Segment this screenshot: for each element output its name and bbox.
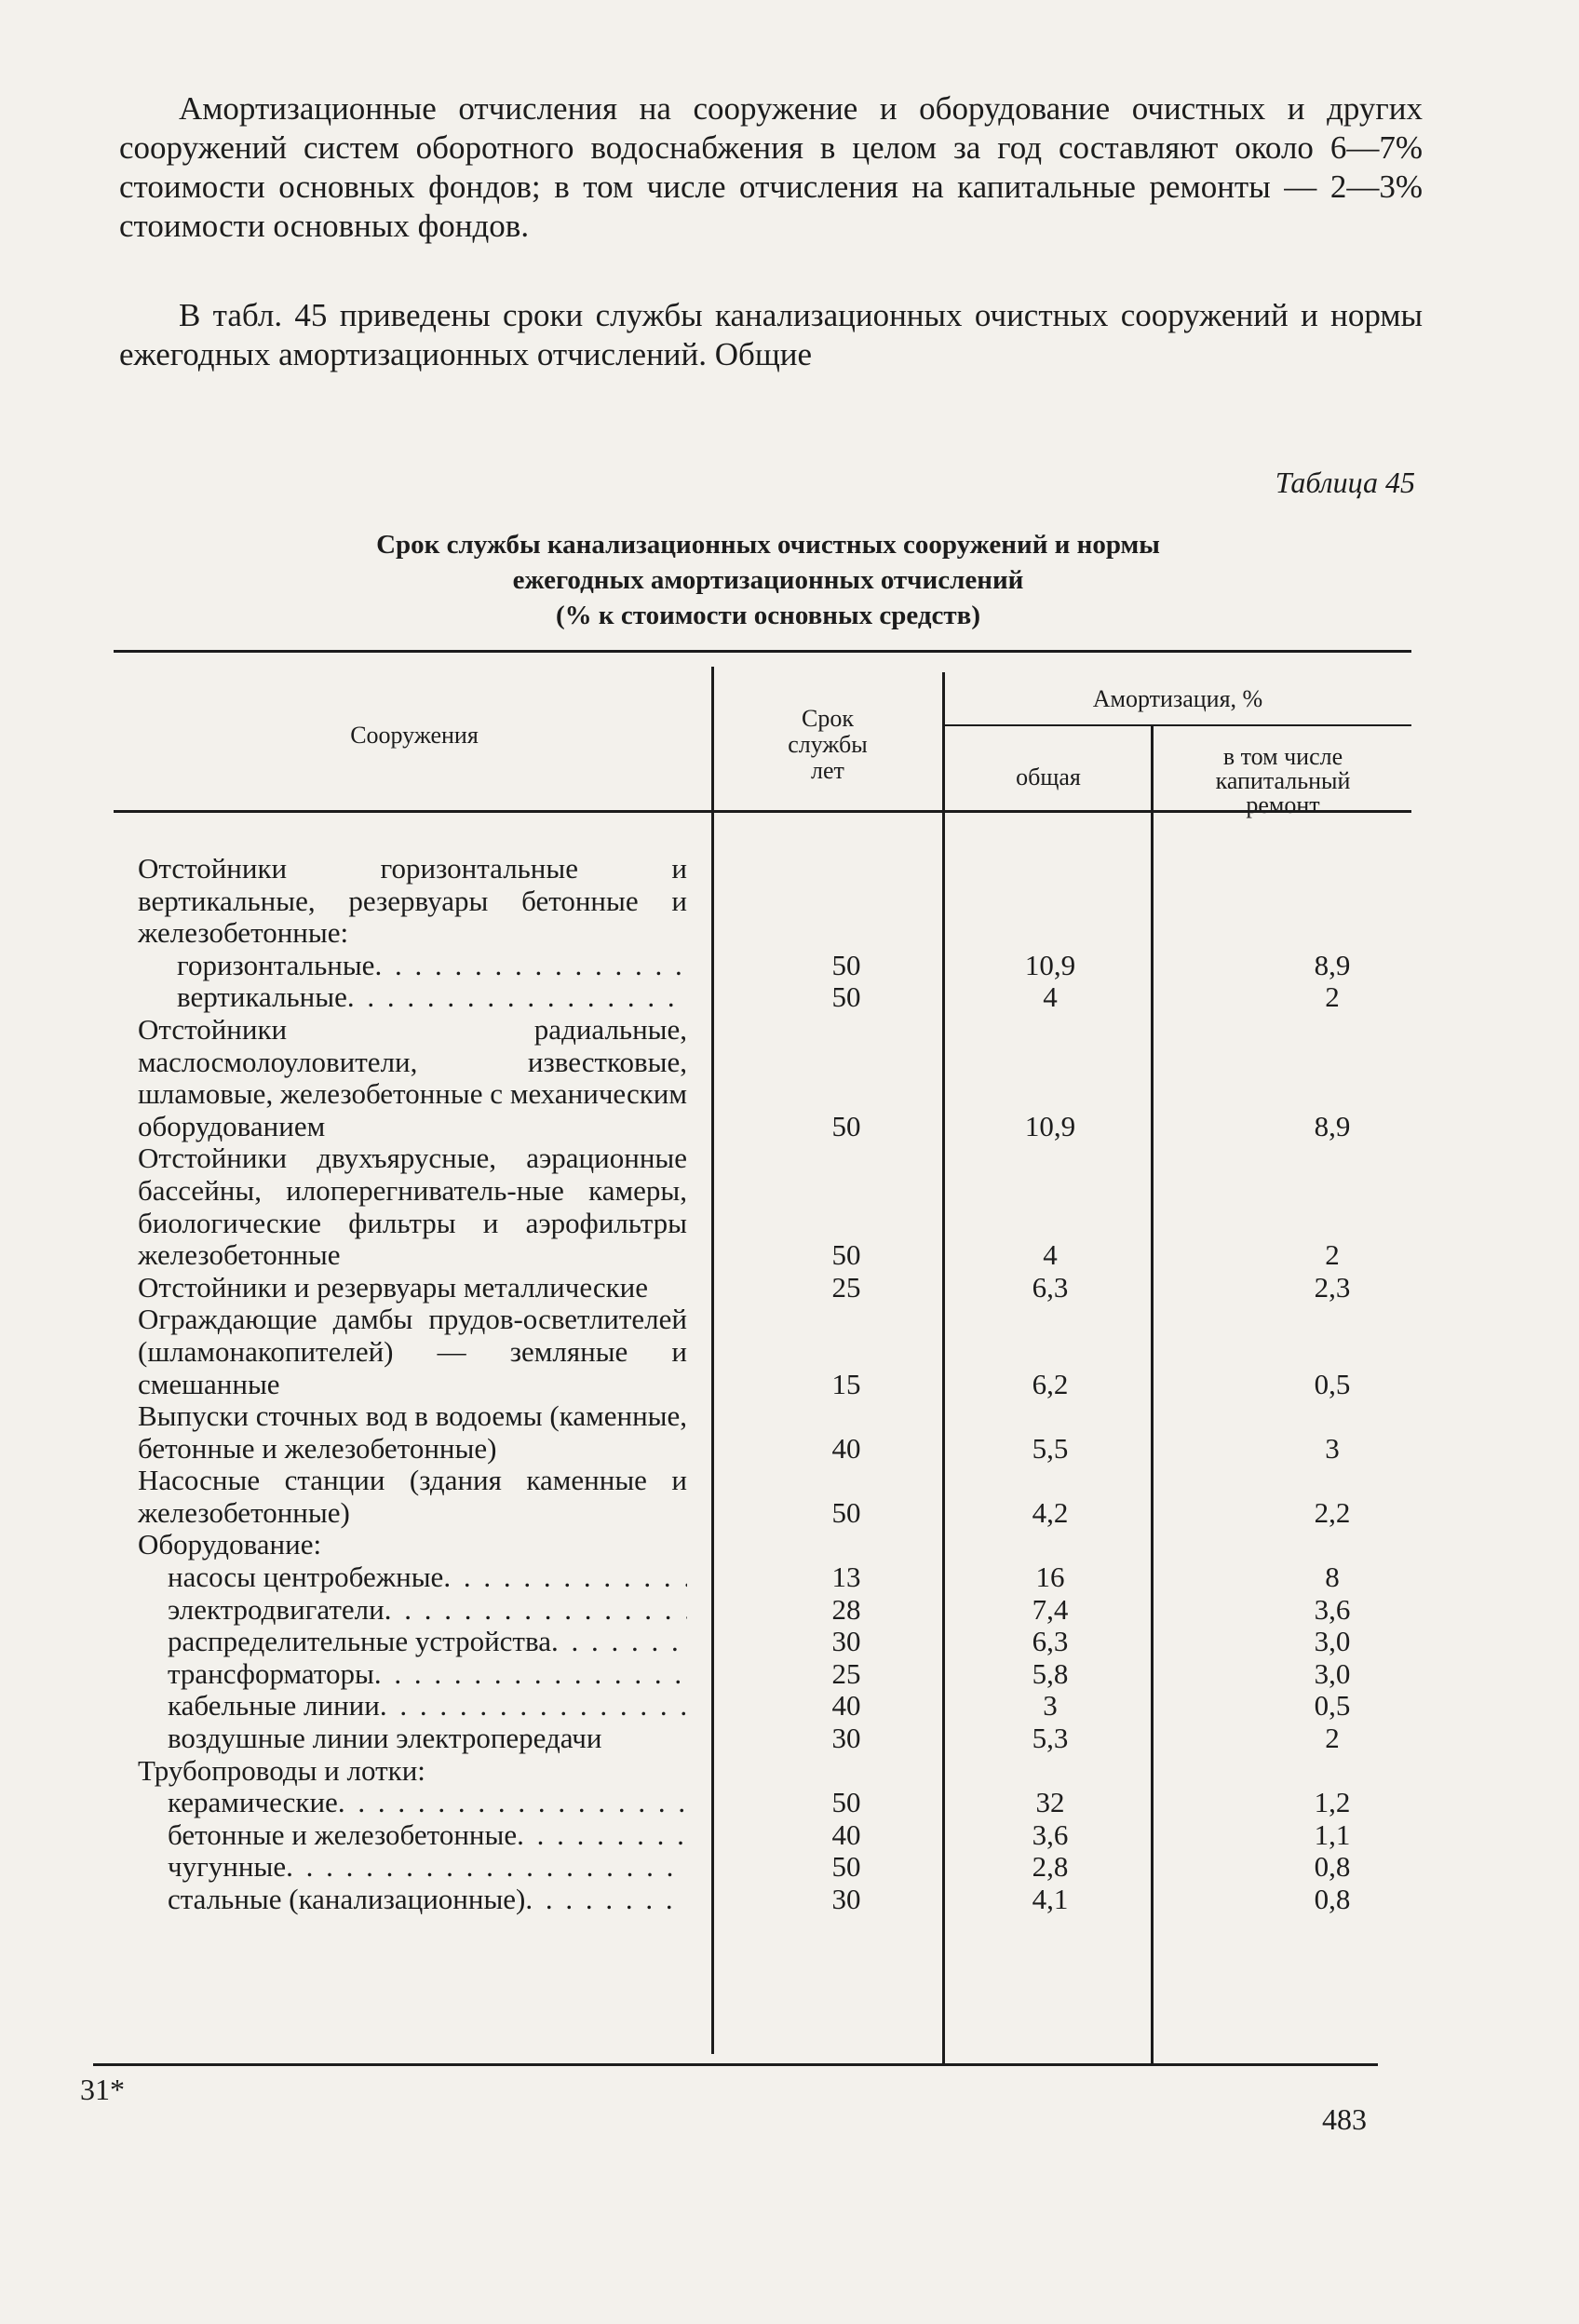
cell-capital: 2 [1325,980,1340,1014]
row-structure-text: бетонные и железобетонные [168,1817,518,1851]
table-row [138,1272,1423,1304]
row-structure: Трубопроводы и лотки: [138,1753,425,1787]
leader-dots [338,1787,687,1819]
row-structure: Отстойники горизонтальные и вертикальные, резервуары бетонные и железобетонные: [138,852,687,950]
page-number: 483 [1322,2102,1367,2136]
cell-capital: 0,8 [1314,1850,1351,1884]
row-structure [138,950,687,982]
cell-service-life: 30 [831,1883,861,1915]
cell-capital: 3 [1325,1431,1340,1465]
leader-dots [551,1626,687,1658]
cell-general: 2,8 [1032,1850,1069,1884]
table-row [138,1723,1423,1755]
table-title-line: ежегодных амортизационных отчислений [512,565,1024,595]
leader-dots [517,1819,687,1852]
header-capital-repair-line: капитальный [1215,767,1351,794]
cell-capital: 0,5 [1314,1367,1351,1400]
table-row [138,1594,1423,1627]
cell-capital: 2 [1325,1238,1340,1272]
table-row [138,1755,1423,1788]
row-structure-text: керамические [168,1786,338,1819]
cell-capital: 0,5 [1314,1689,1351,1723]
cell-service-life: 50 [831,1850,861,1884]
row-structure-text: трансформаторы [168,1656,374,1690]
row-structure: Выпуски сточных вод в водоемы (каменные, бетонные и железобетонные) [138,1399,687,1465]
row-structure [138,1561,687,1594]
table-row [138,1851,1423,1884]
row-structure-text: стальные (канализационные) [168,1883,526,1915]
header-capital-repair-line: ремонт [1246,791,1320,818]
row-structure: Насосные станции (здания каменные и железобетонные) [138,1464,687,1529]
cell-general: 7,4 [1032,1592,1069,1626]
cell-general: 4 [1043,1238,1058,1272]
cell-general: 6,2 [1032,1367,1069,1400]
cell-capital: 3,0 [1314,1656,1351,1690]
cell-general: 6,3 [1032,1270,1069,1304]
cell-service-life: 50 [831,1495,861,1529]
table-row [138,1819,1423,1852]
row-structure: Отстойники и резервуары металлические [138,1270,649,1304]
row-structure-text: вертикальные [177,980,347,1014]
table-row [138,950,1423,982]
row-structure: Оборудование: [138,1528,322,1561]
cell-service-life: 13 [831,1561,861,1594]
table-top-rule [114,650,1411,653]
cell-service-life: 25 [831,1270,861,1304]
row-structure [138,1626,687,1658]
leader-dots [286,1851,687,1884]
cell-general: 16 [1035,1561,1065,1594]
row-structure [138,1690,687,1723]
cell-service-life: 30 [831,1722,861,1755]
cell-service-life: 28 [831,1592,861,1626]
cell-capital: 2,2 [1314,1495,1351,1529]
row-structure [138,1594,687,1627]
table-row [138,1304,1423,1400]
header-capital-repair [1154,745,1411,817]
cell-general: 32 [1035,1786,1065,1819]
table-row [138,1658,1423,1691]
row-structure [138,1851,687,1884]
row-structure-text: чугунные [168,1850,287,1884]
table-row [138,1884,1423,1916]
row-structure [138,1884,687,1916]
cell-service-life: 30 [831,1625,861,1658]
cell-capital: 0,8 [1314,1883,1351,1915]
cell-general: 5,5 [1032,1431,1069,1465]
header-service-life-line: лет [811,757,844,784]
row-structure-text: кабельные линии [168,1689,380,1723]
table-row [138,1142,1423,1271]
cell-service-life: 40 [831,1431,861,1465]
leader-dots [385,1594,687,1627]
row-structure [138,981,687,1014]
row-structure [138,1658,687,1691]
cell-capital: 2,3 [1314,1270,1351,1304]
table-body [138,853,1423,1916]
cell-general: 10,9 [1024,948,1076,981]
header-capital-repair-line: в том числе [1222,743,1343,770]
row-structure: Ограждающие дамбы прудов-осветлителей (шламонакопителей) — земляные и смешанные [138,1303,687,1400]
cell-general: 4 [1043,980,1058,1014]
cell-general: 5,3 [1032,1722,1069,1755]
signature-mark: 31* [80,2073,125,2106]
cell-general: 4,1 [1032,1883,1069,1915]
table-title-line: (% к стоимости основных средств) [556,601,980,630]
cell-capital: 8,9 [1314,948,1351,981]
cell-general: 6,3 [1032,1625,1069,1658]
table-row [138,853,1423,950]
leader-dots [374,950,687,982]
cell-general: 3,6 [1032,1817,1069,1851]
paragraph-table-intro: В табл. 45 приведены сроки службы канализационных очистных сооружений и нормы ежегодных амортизационных отчислений. Общие [119,297,1423,372]
row-structure [138,1787,687,1819]
table-row [138,981,1423,1014]
cell-service-life: 40 [831,1817,861,1851]
cell-service-life: 15 [831,1367,861,1400]
header-service-life [717,706,938,784]
cell-capital: 3,0 [1314,1625,1351,1658]
table-row [138,1400,1423,1465]
cell-general: 10,9 [1024,1109,1076,1142]
table-bottom-rule [93,2063,1378,2066]
cell-general: 5,8 [1032,1656,1069,1690]
cell-capital: 8 [1325,1561,1340,1594]
cell-service-life: 50 [831,980,861,1014]
table-row [138,1626,1423,1658]
leader-dots [443,1561,687,1594]
header-service-life-line: службы [788,731,868,758]
row-structure-text: горизонтальные [177,948,375,981]
row-structure-text: распределительные устройства [168,1625,551,1658]
leader-dots [380,1690,687,1723]
header-general: общая [1016,763,1081,790]
cell-service-life: 50 [831,1786,861,1819]
cell-service-life: 50 [831,1109,861,1142]
row-structure: Отстойники радиальные, маслосмолоуловители, известковые, шламовые, железобетонные с механическим оборудованием [138,1012,687,1142]
header-amortization: Амортизация, % [1092,685,1263,712]
leader-dots [525,1884,687,1916]
row-structure-text: электродвигатели [168,1592,385,1626]
cell-general: 3 [1043,1689,1058,1723]
table-caption: Таблица 45 [1275,466,1415,499]
table-title [233,527,1303,633]
leader-dots [374,1658,687,1691]
row-structure: Отстойники двухъярусные, аэрационные бассейны, илоперегниватель-ные камеры, биологические фильтры и аэрофильтры железобетонные [138,1142,687,1272]
cell-capital: 3,6 [1314,1592,1351,1626]
cell-service-life: 50 [831,948,861,981]
row-structure: воздушные линии электропередачи [168,1722,602,1755]
row-structure [138,1819,687,1852]
cell-service-life: 25 [831,1656,861,1690]
table-row [138,1529,1423,1561]
table-row [138,1014,1423,1142]
cell-service-life: 40 [831,1689,861,1723]
cell-capital: 1,2 [1314,1786,1351,1819]
header-service-life-line: Срок [802,705,854,732]
header-mid-rule [942,724,1411,726]
table-row [138,1465,1423,1529]
cell-general: 4,2 [1032,1495,1069,1529]
cell-capital: 8,9 [1314,1109,1351,1142]
table-title-line: Срок службы канализационных очистных сооружений и нормы [376,530,1160,560]
leader-dots [347,981,687,1014]
table-row [138,1690,1423,1723]
header-structures: Сооружения [350,722,479,749]
cell-capital: 1,1 [1314,1817,1351,1851]
paragraph-amortization: Амортизационные отчисления на сооружение и оборудование очистных и других сооружений систем оборотного водоснабжения в целом за год составляют около 6—7% стоимости основных фондов; в том числе отчисления на капитальные ремонты — 2—3% стоимости основных фондов. [119,90,1423,244]
cell-capital: 2 [1325,1722,1340,1755]
table-row [138,1561,1423,1594]
table-row [138,1787,1423,1819]
row-structure-text: насосы центробежные [168,1561,444,1594]
cell-service-life: 50 [831,1238,861,1272]
